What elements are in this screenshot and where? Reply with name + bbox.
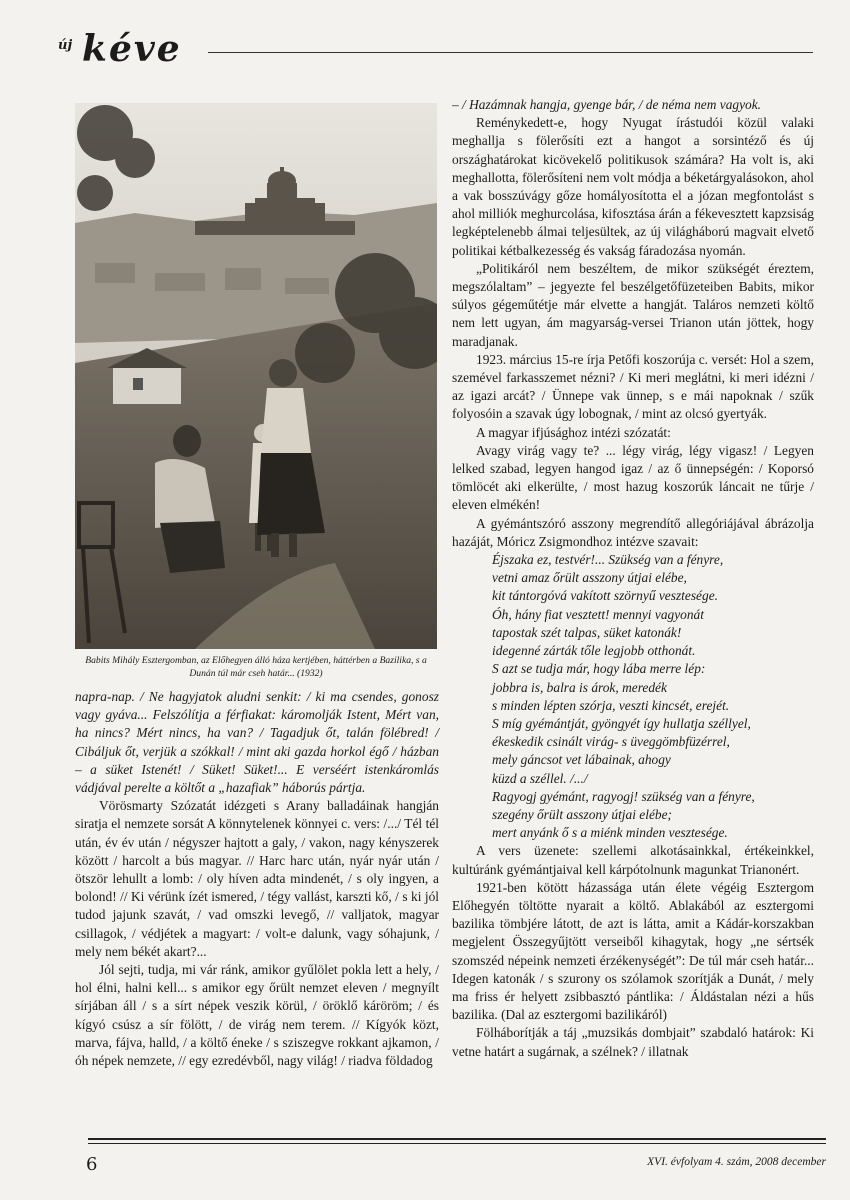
paragraph: Avagy virág vagy te? ... légy virág, légy vigasz! / Legyen lelked szabad, legyen hangod igaz / az ő ünnepségén: / Koporsó tömlöcét aki elkerülte, / most hazug koszorúk láncait ne tűrje / eleven elmékén! bbox=[452, 442, 814, 513]
poem-line: s minden lépten szórja, veszti kincsét, erejét. bbox=[492, 697, 730, 713]
poem-line: S míg gyémántját, gyöngyét így hullatja széllyel, bbox=[492, 715, 751, 731]
paragraph: Vörösmarty Szózatát idézgeti s Arany balladáinak hangján siratja el nemzete sorsát A könnytelenek könnyei c. vers: /.../ Tél tél után, év év után / négyszer hajtott a galy, / vakon, nagy kényszerek között / harcolt a bús magyar. // Harc harc után, nyár nyár után / ötször lehullt a lomb: / oly híven adta mindenét, / s oly ingyen, a bolond! // Ki vérünk ízét ismered, / tégy vallást, karszti kő, / s ki jól tudod jajunk szavát, / vad omszki levegő, // valljatok, magyar csillagok, / védjétek a magyart: / volt-e dalunk, vagy sóhajunk, / mely nem békét akart?... bbox=[75, 798, 439, 959]
poem-line: ékeskedik csinált virág- s üveggömbfüzérrel, bbox=[492, 734, 730, 750]
photo-caption: Babits Mihály Esztergomban, az Előhegyen álló háza kertjében, háttérben a Bazilika, s a Dunán túl már cseh határ... (1932) bbox=[85, 655, 427, 679]
masthead bbox=[58, 30, 818, 80]
poem-line: kit tántorgóvá vakított szörnyű vesztesége. bbox=[492, 588, 718, 604]
masthead-prefix: új bbox=[58, 38, 73, 53]
poem-line: S azt se tudja már, hogy lába merre lép: bbox=[492, 661, 706, 677]
poem-line: tapostak szét talpas, süket katonák! bbox=[492, 624, 682, 640]
paragraph: napra-nap. / Ne hagyjatok aludni senkit: / ki ma csendes, gonosz vagy gyáva... Felszólítja a férfiakat: káromolják Istent, Mért van, ha nincs? Mért nincs, ha van? / Tagadjuk őt, talán fölébred! / Cibáljuk őt, verjük a szókkal! / mint aki gazda horkol égő / házban – a süket Istenét! / Süket! Süket!... E verséért istenkáromlás vádjával perelte a költőt a „hazafiak” háborús pártja. bbox=[75, 689, 439, 796]
paragraph: 1921-ben kötött házassága után élete végéig Esztergom Előhegyén töltötte nyarait a költő. Ablakából az esztergomi bazilika tömbjére látott, de azt is látta, amit a Kádár-korszakban megjelent Összegyűjtött verseiből kihagytak, hogy „ne sértsék szomszéd népeink nemzeti érzékenységét”: De túl már cseh határ... Idegen katonák / s szurony os szólamok szorítják a Dunát, / mely ma friss ér helyett zsibbasztó pántlika: / Áldástalan nézi a hűs bazilika. (Dal az esztergomi bazilikáról) bbox=[452, 879, 814, 1023]
paragraph: Reménykedett-e, hogy Nyugat írástudói közül valaki meghallja s fölerősíti ezt a hangot a sorsintéző és új országhatárokat kicövekelő politikusok számára? Ha volt is, aki meghallotta, fölerősíteni nem volt módja a béketárgyalásokon, ahol a vak bosszúvágy gőze homályosította el a józan megfontolást s ahol milliók meghurcolása, kifosztása árán a fékevesztett kapzsiság legképtelenebb álmai teljesültek, az új világháború magvait elvető politikai kétbalkezesség és vakság fáradozása nyomán. bbox=[452, 115, 814, 258]
poem-line: küzd a széllel. /.../ bbox=[492, 770, 588, 786]
poem-line: Éjszaka ez, testvér!... Szükség van a fényre, bbox=[492, 552, 724, 568]
paragraph: 1923. március 15-re írja Petőfi koszorúja c. versét: Hol a szem, szemével farkasszemet nézni? / Ki meri meglátni, ki meri idézni / az igazi arcát? / Ünnepe vak ünnep, s e mái napoknak / szűk folyosóin a szavak úgy lobognak, / mint az olcsó gyertyák. bbox=[452, 351, 815, 422]
poem-line: Óh, hány fiat vesztett! mennyi vagyonát bbox=[492, 606, 704, 622]
masthead-rule bbox=[208, 52, 813, 53]
paragraph: A vers üzenete: szellemi alkotásainkkal, értékeinkkel, kultúránk gyémántjaival kell kárpótolnunk magunkat Trianonért. bbox=[452, 843, 814, 877]
paragraph: „Politikáról nem beszéltem, de mikor szükségét éreztem, megszólaltam” – jegyezte fel beszélgetőfüzeteiben Babits, mikor súlyos gégeműtétje már elvette a hangját. Taláros nemzeti költő nem lett ugyan, ám magyarság-versei Trianon után jöttek, hogy maradjanak. bbox=[452, 260, 814, 349]
masthead-title: kéve bbox=[82, 28, 182, 70]
paragraph: Jól sejti, tudja, mi vár ránk, amikor gyűlölet pokla lett a hely, / hol élni, halni kell... s amikor egy őrült nemzet eleven / megnyílt sírjában áll / s a sírt népek veszik körül, / öröklő káröröm; / és kígyó csúsz a sír fölött, / de virág nem terem. // Kígyók közt, marva, fájva, halld, / a költő éneke / s sziszegve rokkant ajkamon, / óh népek nemzete, // egy ezredévből, nagy világ! / riadva földadog bbox=[75, 962, 439, 1069]
poem-line: mert anyánk ő s a miénk minden vesztesége. bbox=[492, 825, 728, 841]
photo-babits-esztergom bbox=[75, 103, 437, 649]
page-number: 6 bbox=[86, 1154, 98, 1175]
poem-line: Ragyogj gyémánt, ragyogj! szükség van a fényre, bbox=[492, 788, 755, 804]
left-column bbox=[75, 688, 439, 1070]
poem-line: vetni amaz őrült asszony útjai elébe, bbox=[492, 570, 687, 586]
poem-line: mely gáncsot vet lábainak, ahogy bbox=[492, 752, 671, 768]
issue-info: XVI. évfolyam 4. szám, 2008 december bbox=[647, 1156, 826, 1168]
paragraph: Fölháborítják a táj „muzsikás dombjait” szabdaló határok: Ki vetne határt a sugárnak, a szélnek? / illatnak bbox=[452, 1025, 814, 1059]
poem-block bbox=[452, 551, 814, 842]
photo-image bbox=[75, 103, 437, 649]
right-column bbox=[452, 96, 814, 1061]
poem-line: idegenné zárták tőle legjobb otthonát. bbox=[492, 643, 696, 659]
poem-line: jobbra is, balra is árok, meredék bbox=[492, 679, 667, 695]
paragraph: A gyémántszóró asszony megrendítő allegóriájával ábrázolja hazáját, Móricz Zsigmondhoz intézve szavait: bbox=[452, 515, 814, 549]
paragraph: – / Hazámnak hangja, gyenge bár, / de néma nem vagyok. bbox=[452, 97, 762, 112]
paragraph: A magyar ifjúsághoz intézi szózatát: bbox=[476, 424, 671, 440]
footer-rule bbox=[88, 1138, 826, 1140]
footer-rule-thin bbox=[88, 1143, 826, 1144]
poem-line: szegény őrült asszony útjai elébe; bbox=[492, 806, 672, 822]
